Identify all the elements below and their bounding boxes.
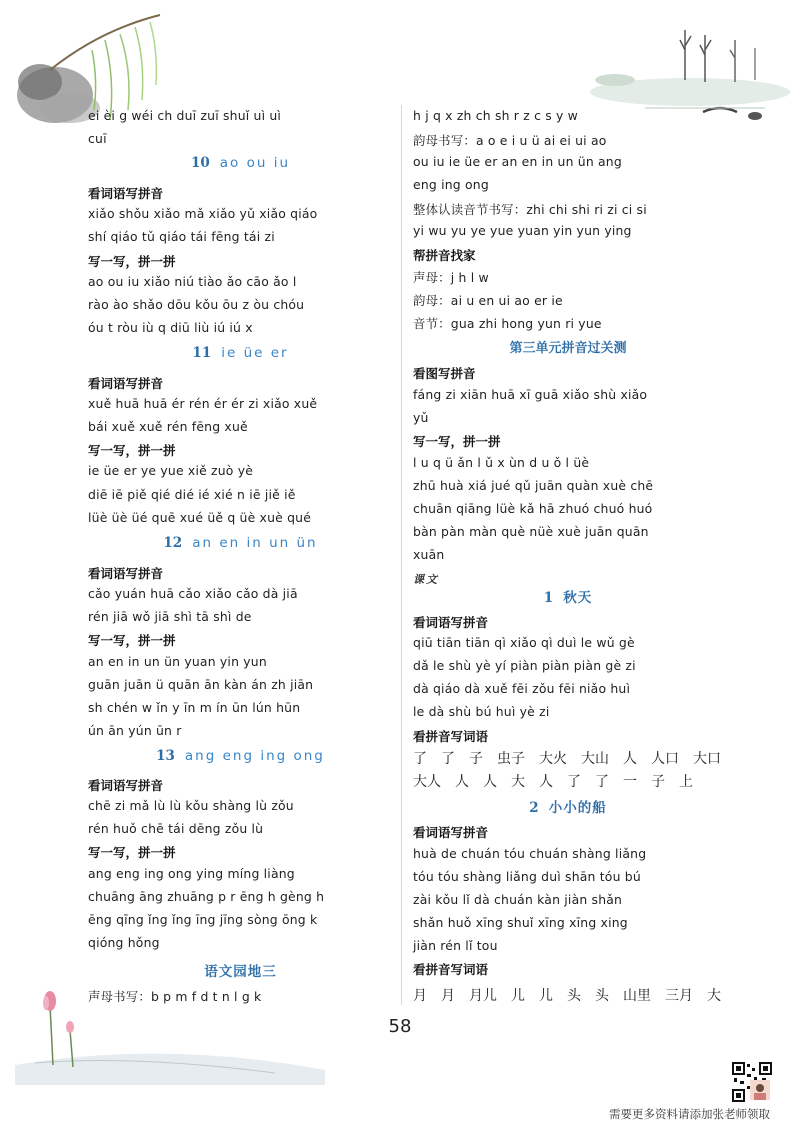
answer-line: diē iē piě qié dié ié xié n iē jiě iě [88, 487, 296, 502]
exercise-heading: 写一写，拼一拼 [88, 443, 176, 458]
answer-line: 韵母书写：a o e i u ü ai ei ui ao [413, 133, 607, 148]
answer-line: ao ou iu xiǎo niú tiào ǎo cāo ǎo l [88, 274, 297, 289]
answer-line: guān juān ü quān ān kàn án zh jiān [88, 677, 314, 692]
answer-line: 音节：gua zhi hong yun ri yue [413, 316, 602, 331]
answer-line: ang eng ing ong ying míng liàng [88, 866, 295, 881]
answer-line: sh chén w ǐn y īn m ín ūn lún hūn [88, 700, 301, 715]
answer-line: cuī [88, 131, 107, 146]
answer-line: óu t ròu iù q diū liù iú iú x [88, 320, 253, 335]
answer-line: an en in un ün yuan yin yun [88, 654, 267, 669]
answer-line: rén jiā wǒ jiā shì tā shì de [88, 609, 252, 624]
answer-line: dǎ le shù yè yí piàn piàn piàn gè zi [413, 658, 636, 673]
answer-line: chē zi mǎ lù lù kǒu shàng lù zǒu [88, 798, 294, 813]
exercise-heading: 看拼音写词语 [413, 729, 489, 744]
exercise-heading: 帮拼音找家 [413, 248, 476, 263]
answer-line: 韵母：ai u en ui ao er ie [413, 293, 563, 308]
answer-line: ei èi g wéi ch duī zuī shuǐ uì uì [88, 108, 282, 123]
lesson-k2-heading: 2 小小的船 [529, 800, 607, 816]
exercise-heading: 看词语写拼音 [88, 566, 164, 581]
answer-line: jiàn rén lǐ tou [413, 938, 498, 953]
exercise-heading: 看词语写拼音 [413, 615, 489, 630]
exercise-heading: 看词语写拼音 [88, 186, 164, 201]
exercise-heading: 看词语写拼音 [413, 825, 489, 840]
answer-line: bàn pàn màn què nüè xuè juān quān [413, 524, 649, 539]
answer-line: cǎo yuán huā cǎo xiǎo cǎo dà jiā [88, 586, 298, 601]
exercise-heading: 写一写，拼一拼 [88, 254, 176, 269]
answer-line: l u q ü ǎn l ǔ x ùn d u ǒ l üè [413, 455, 590, 470]
answer-line: le dà shù bú huì yè zi [413, 704, 550, 719]
unit-test-heading: 第三单元拼音过关测 [509, 341, 627, 356]
exercise-heading: 看词语写拼音 [88, 376, 164, 391]
exercise-heading: 看词语写拼音 [88, 778, 164, 793]
answer-line: dà qiáo dà xuě fēi zǒu fēi niǎo huì [413, 681, 631, 696]
answer-line: shí qiáo tǔ qiáo tái fēng tái zi [88, 229, 275, 244]
answer-line: xiǎo shǒu xiǎo mǎ xiǎo yǔ xiǎo qiáo [88, 206, 318, 221]
answer-line: yǔ [413, 410, 429, 425]
exercise-heading: 看图写拼音 [413, 366, 476, 381]
answer-line: ēng qīng ǐng ǐng īng jīng sòng ōng k [88, 912, 318, 927]
lesson-k1-heading: 1 秋天 [543, 590, 593, 606]
answer-line: 整体认读音节书写：zhi chi shi ri zi ci si [413, 202, 647, 217]
answer-line-hanzi: 了 了 子 虫子 大火 大山 人 人口 大口 [413, 751, 721, 767]
chinese-garden-heading: 语文园地三 [204, 964, 277, 980]
exercise-heading: 看拼音写词语 [413, 962, 489, 977]
lesson-13-heading: 13 ang eng ing ong [156, 748, 325, 764]
answer-line: 声母书写：b p m f d t n l g k [88, 989, 262, 1004]
answer-line: xuān [413, 547, 445, 562]
exercise-heading: 写一写，拼一拼 [88, 633, 176, 648]
column-divider [401, 105, 402, 1005]
answer-line: qiū tiān tiān qì xiǎo qì duì le wǔ gè [413, 635, 635, 650]
answer-line: ie üe er ye yue xiě zuò yè [88, 463, 254, 478]
answer-line-hanzi: 月 月 月儿 儿 儿 头 头 山里 三月 大 [413, 988, 721, 1004]
page-number: 58 [388, 1016, 412, 1037]
answer-line: tóu tóu shàng liǎng duì shān tóu bú [413, 869, 641, 884]
answer-line: qióng hǒng [88, 935, 160, 950]
answer-line: ún ān yún ūn r [88, 723, 182, 738]
answer-line: lüè üè üé quē xué üě q üè xuè qué [88, 510, 312, 525]
lesson-10-heading: 10 ao ou iu [190, 155, 291, 171]
answer-line: chuāng āng zhuāng p r ēng h gèng h [88, 889, 325, 904]
answer-line-hanzi: 大人 人 人 大 人 了 了 一 子 上 [413, 774, 693, 790]
answer-line: zhū huà xiá jué qǔ juān quàn xuè chē [413, 478, 654, 493]
answer-line: 声母：j h l w [413, 270, 489, 285]
answer-line: rén huǒ chē tái dēng zǒu lù [88, 821, 264, 836]
answer-line: eng ing ong [413, 177, 489, 192]
answer-line: h j q x zh ch sh r z c s y w [413, 108, 579, 123]
answer-line: ou iu ie üe er an en in un ün ang [413, 154, 622, 169]
lesson-12-heading: 12 an en in un ün [163, 535, 318, 551]
answer-line: rào ào shǎo dōu kǒu ōu z òu chóu [88, 297, 305, 312]
answer-line: fáng zi xiān huā xī guā xiǎo shù xiǎo [413, 387, 648, 402]
exercise-heading: 写一写，拼一拼 [88, 845, 176, 860]
answer-line: bái xuě xuě rén fēng xuě [88, 419, 248, 434]
answer-line: yi wu yu ye yue yuan yin yun ying [413, 223, 632, 238]
answer-line: huà de chuán tóu chuán shàng liǎng [413, 846, 647, 861]
answer-line: xuě huā huā ér rén ér ér zi xiǎo xuě [88, 396, 318, 411]
kewen-label: 课文 [413, 573, 439, 586]
footer-promo-text: 需要更多资料请添加张老师领取 [609, 1107, 770, 1121]
lesson-11-heading: 11 ie üe er [192, 345, 289, 361]
answer-line: chuān qiāng lüè kǎ hā zhuó chuó huó [413, 501, 653, 516]
answer-line: shǎn huǒ xīng shuǐ xīng xīng xing [413, 915, 628, 930]
answer-line: zài kǒu lǐ dà chuán kàn jiàn shǎn [413, 892, 623, 907]
lake-trees-illustration [585, 20, 795, 130]
exercise-heading: 写一写，拼一拼 [413, 434, 501, 449]
teacher-avatar [750, 1080, 770, 1100]
